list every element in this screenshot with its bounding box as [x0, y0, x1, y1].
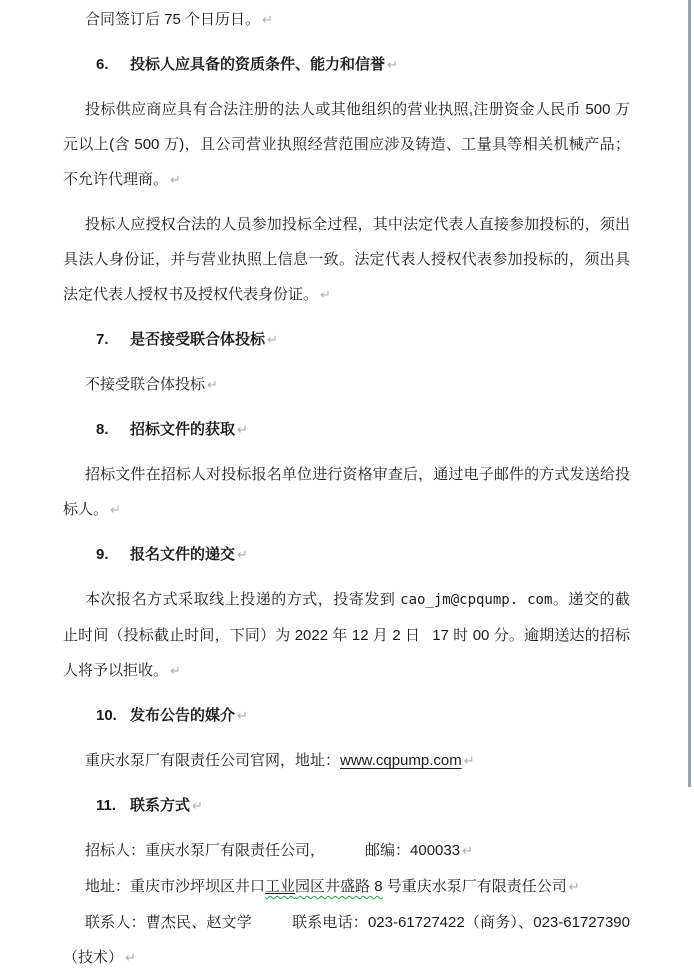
section-6-number: 6.	[96, 56, 109, 73]
submission-text-after: 17 时 00 分。逾期送达的招标人将予以拒收。	[63, 627, 630, 679]
paragraph-mark-icon: ↵	[237, 709, 248, 724]
contact-persons-text: 联系人：曹杰民、赵文学	[85, 914, 252, 931]
section-11-number: 11.	[96, 797, 117, 814]
section-7-number: 7.	[96, 331, 109, 348]
paragraph-delivery-period	[63, 2, 630, 38]
section-10-title: 发布公告的媒介	[130, 707, 236, 724]
section-10-heading	[96, 698, 630, 734]
paragraph-mark-icon: ↵	[237, 423, 248, 438]
section-7-title-wrap	[130, 322, 278, 358]
section-8-heading	[96, 412, 630, 448]
address-text-pre: 地址：重庆市沙坪坝区井口	[85, 878, 266, 895]
section-11-title: 联系方式	[130, 797, 191, 814]
section-8-number: 8.	[96, 421, 109, 438]
section-6-title: 投标人应具备的资质条件、能力和信誉	[130, 56, 386, 73]
section-9-title: 报名文件的递交	[130, 546, 236, 563]
section-8-title-wrap	[130, 412, 248, 448]
paragraph-mark-icon: ↵	[462, 844, 473, 859]
delivery-period-text: 合同签订后 75 个日历日。	[85, 11, 261, 28]
address-wavy-text: 园区井盛路 8	[295, 878, 383, 895]
paragraph-mark-icon: ↵	[237, 548, 248, 563]
address-text-post: 号重庆水泵厂有限责任公司	[382, 878, 567, 895]
section-7-title: 是否接受联合体投标	[130, 331, 266, 348]
section-6-heading	[96, 47, 630, 83]
paragraph-mark-icon: ↵	[267, 333, 278, 348]
section-8-title: 招标文件的获取	[130, 421, 236, 438]
document-obtain-text: 招标文件在招标人对投标报名单位进行资格审查后，通过电子邮件的方式发送给投标人。	[63, 466, 630, 518]
website-link[interactable]: www.cqpump.com	[340, 752, 462, 769]
qualification-1-text: 投标供应商应具有合法注册的法人或其他组织的营业执照,注册资金人民币 500 万元以上(含 500 万)，且公司营业执照经营范围应涉及铸造、工量具等相关机械产品；不允许代理商。	[63, 101, 630, 188]
page-edge-strip	[688, 0, 691, 787]
paragraph-qualification-2	[63, 207, 630, 313]
section-11-title-wrap	[130, 788, 203, 824]
contact-line-persons	[63, 905, 630, 976]
paragraph-mark-icon: ↵	[207, 378, 218, 393]
paragraph-mark-icon: ↵	[125, 951, 136, 966]
section-6-title-wrap	[130, 47, 398, 83]
submission-text-middle: 。递交的截止时间（投标截止时间，下同）为 2022 年 12 月 2 日	[63, 591, 631, 644]
announcement-media-text: 重庆水泵厂有限责任公司官网，地址：	[85, 752, 341, 769]
address-underlined-text: 工业	[265, 878, 296, 895]
section-9-title-wrap	[130, 537, 248, 573]
section-9-number: 9.	[96, 546, 109, 563]
paragraph-mark-icon: ↵	[387, 58, 398, 73]
tenderer-text: 招标人：重庆水泵厂有限责任公司，	[85, 842, 326, 859]
paragraph-mark-icon: ↵	[463, 754, 475, 769]
paragraph-mark-icon: ↵	[110, 503, 121, 518]
section-7-heading	[96, 322, 630, 358]
paragraph-mark-icon: ↵	[170, 664, 181, 679]
paragraph-qualification-1	[63, 92, 630, 198]
paragraph-mark-icon: ↵	[170, 173, 181, 188]
paragraph-mark-icon: ↵	[192, 799, 203, 814]
paragraph-submission	[63, 582, 630, 689]
section-11-heading	[96, 788, 630, 824]
contact-line-tenderer	[63, 833, 630, 869]
section-10-title-wrap	[130, 698, 248, 734]
no-consortium-text: 不接受联合体投标	[85, 376, 206, 393]
paragraph-no-consortium	[63, 367, 630, 403]
postcode-text: 邮编：400033	[365, 842, 461, 859]
submission-text-before: 本次报名方式采取线上投递的方式，投寄发到	[85, 591, 401, 608]
paragraph-announcement-media	[63, 743, 630, 779]
paragraph-mark-icon: ↵	[320, 288, 331, 303]
paragraph-mark-icon: ↵	[262, 13, 273, 28]
paragraph-document-obtain	[63, 457, 630, 528]
section-9-heading	[96, 537, 630, 573]
section-10-number: 10.	[96, 707, 117, 724]
spellcheck-wavy-underline	[265, 878, 383, 895]
qualification-2-text: 投标人应授权合法的人员参加投标全过程，其中法定代表人直接参加投标的，须出具法人身份证，并与营业执照上信息一致。法定代表人授权代表参加投标的，须出具法定代表人授权书及授权代表身份证。	[63, 216, 630, 303]
contact-phones-text: 联系电话：023-61727422（商务）、023-61727390（技术）	[63, 914, 630, 966]
email-address: cao_jm@cpqump. com	[400, 592, 553, 608]
contact-line-address	[63, 869, 630, 905]
paragraph-mark-icon: ↵	[568, 880, 580, 895]
